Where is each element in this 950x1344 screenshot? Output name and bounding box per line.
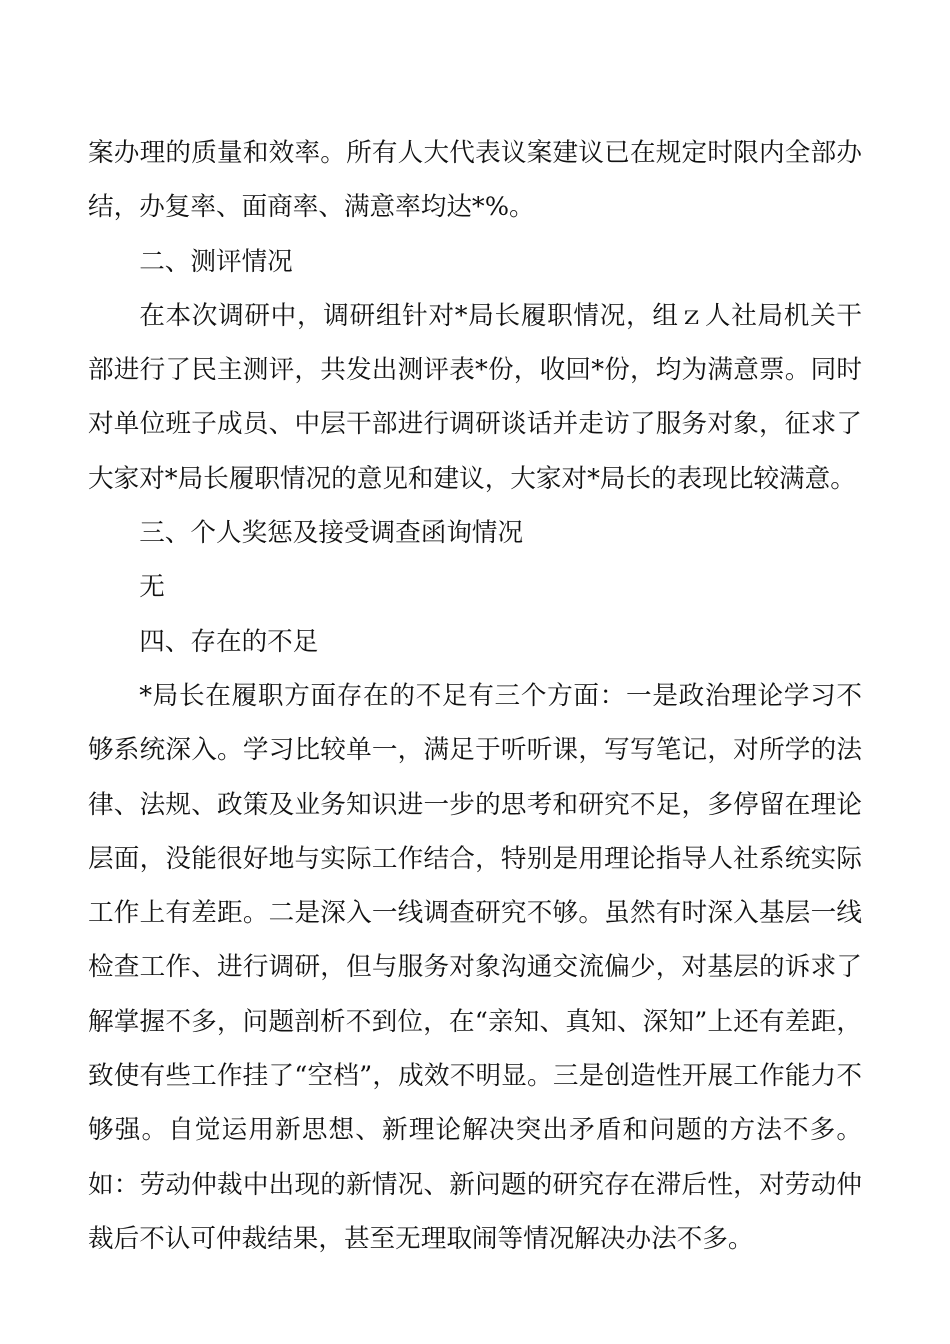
paragraph-evaluation: 在本次调研中，调研组针对*局长履职情况，组ｚ人社局机关干部进行了民主测评，共发出测评表*份，收回*份，均为满意票。同时对单位班子成员、中层干部进行调研谈话并走访了服务对象，征求了大家对*局长履职情况的意见和建议，大家对*局长的表现比较满意。 [88, 300, 862, 494]
document-body [88, 126, 862, 1266]
paragraph-shortcomings: *局长在履职方面存在的不足有三个方面：一是政治理论学习不够系统深入。学习比较单一，满足于听听课，写写笔记，对所学的法律、法规、政策及业务知识进一步的思考和研究不足，多停留在理论层面，没能很好地与实际工作结合，特别是用理论指导人社系统实际工作上有差距。二是深入一线调查研究不够。虽然有时深入基层一线检查工作、进行调研，但与服务对象沟通交流偏少，对基层的诉求了解掌握不多，问题剖析不到位，在“亲知、真知、深知”上还有差距，致使有些工作挂了“空档”，成效不明显。三是创造性开展工作能力不够强。自觉运用新思想、新理论解决突出矛盾和问题的方法不多。如：劳动仲裁中出现的新情况、新问题的研究存在滞后性，对劳动仲裁后不认可仲裁结果，甚至无理取闹等情况解决办法不多。 [88, 680, 862, 1254]
paragraph-rewards: 无 [139, 572, 165, 603]
paragraph-continuation: 案办理的质量和效率。所有人大代表议案建议已在规定时限内全部办结，办复率、面商率、满意率均达*%。 [88, 138, 862, 223]
section-heading-rewards: 三、个人奖惩及接受调查函询情况 [139, 518, 524, 549]
section-heading-shortcomings: 四、存在的不足 [139, 626, 319, 657]
section-heading-evaluation: 二、测评情况 [139, 246, 293, 277]
